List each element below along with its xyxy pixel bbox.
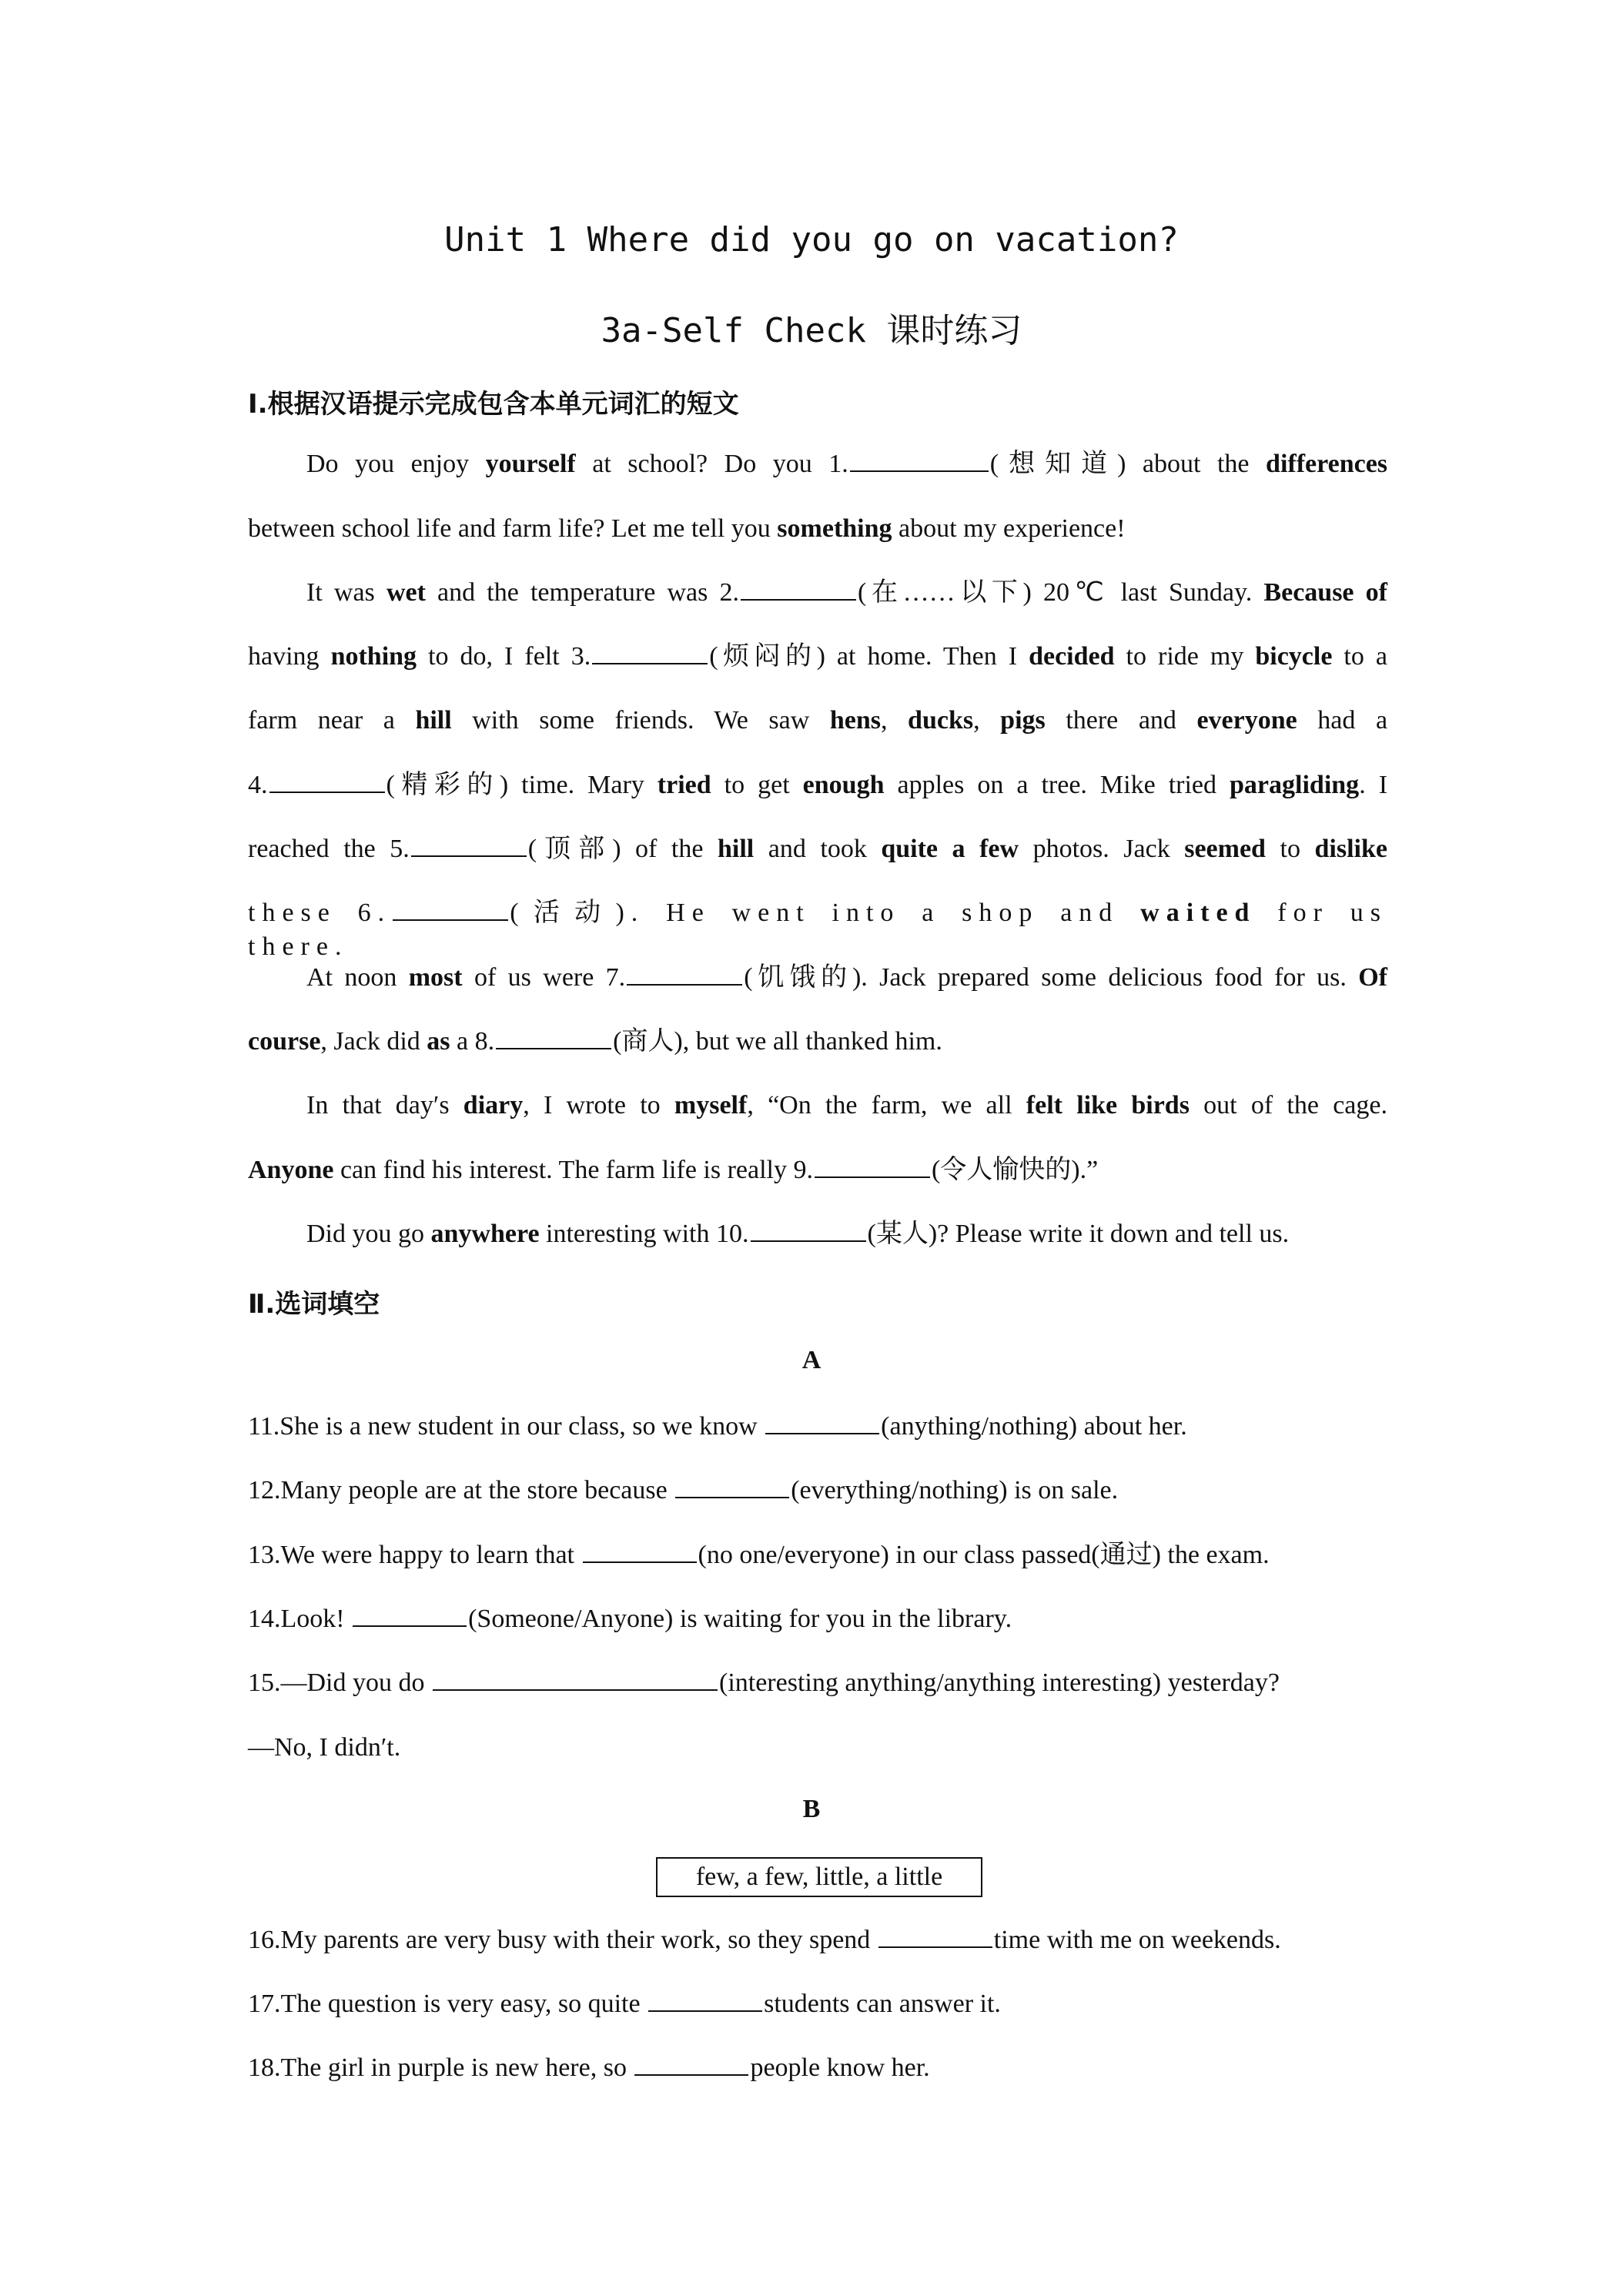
question-18: 18.The girl in purple is new here, so people know her. (248, 2051, 930, 2085)
passage-line-11: In that day′s diary, I wrote to myself, “On the farm, we all felt like birds out of the cage. (306, 1091, 1387, 1120)
passage-line-5: farm near a hill with some friends. We saw hens, ducks, pigs there and everyone had a (248, 706, 1388, 735)
blank-16[interactable] (878, 1923, 992, 1948)
passage-line-9: At noon most of us were 7. (饥饿的). Jack prepared some delicious food for us. Of (306, 961, 1387, 995)
passage-line-1: Do you enjoy yourself at school? Do you 1. (想知道) about the differences (306, 447, 1387, 481)
question-13: 13.We were happy to learn that (no one/everyone) in our class passed(通过) the exam. (248, 1538, 1270, 1572)
blank-3[interactable] (592, 640, 708, 664)
question-16: 16.My parents are very busy with their work, so they spend time with me on weekends. (248, 1923, 1281, 1957)
passage-line-3: It was wet and the temperature was 2. (在……以下) 20℃ last Sunday. Because of (306, 576, 1387, 610)
passage-line-10: course, Jack did as a 8. (商人), but we all thanked him. (248, 1025, 942, 1059)
question-15: 15.—Did you do (interesting anything/anything interesting) yesterday? (248, 1666, 1280, 1700)
blank-5[interactable] (411, 832, 527, 857)
blank-10[interactable] (751, 1217, 866, 1242)
question-17: 17.The question is very easy, so quite students can answer it. (248, 1987, 1001, 2021)
question-11: 11.She is a new student in our class, so we know (anything/nothing) about her. (248, 1410, 1187, 1444)
blank-7[interactable] (627, 961, 742, 986)
blank-18[interactable] (634, 2051, 748, 2076)
passage-line-4: having nothing to do, I felt 3. (烦闷的) at home. Then I decided to ride my bicycle to a (248, 640, 1387, 674)
blank-6[interactable] (393, 896, 508, 921)
blank-2[interactable] (741, 576, 856, 601)
blank-8[interactable] (496, 1025, 611, 1049)
question-15-answer: —No, I didn′t. (248, 1733, 401, 1762)
blank-15[interactable] (433, 1666, 718, 1691)
passage-line-7: reached the 5. (顶部) of the hill and took quite a few photos. Jack seemed to dislike (248, 832, 1387, 866)
blank-13[interactable] (583, 1538, 697, 1563)
page-title: Unit 1 Where did you go on vacation? (444, 220, 1179, 259)
word-box: few, a few, little, a little (656, 1857, 982, 1897)
section-2-heading: Ⅱ.选词填空 (248, 1289, 380, 1320)
blank-17[interactable] (648, 1987, 762, 2012)
passage-line-12: Anyone can find his interest. The farm life is really 9. (令人愉快的).” (248, 1153, 1098, 1187)
question-14: 14.Look! (Someone/Anyone) is waiting for you in the library. (248, 1602, 1012, 1636)
blank-14[interactable] (353, 1602, 467, 1627)
blank-12[interactable] (675, 1474, 789, 1498)
section-1-heading: Ⅰ.根据汉语提示完成包含本单元词汇的短文 (248, 389, 739, 420)
passage-line-2: between school life and farm life? Let me tell you something about my experience! (248, 514, 1126, 543)
page-subtitle: 3a-Self Check 课时练习 (601, 311, 1022, 350)
blank-11[interactable] (765, 1410, 879, 1434)
blank-1[interactable] (850, 447, 989, 472)
blank-9[interactable] (815, 1153, 930, 1178)
passage-line-8: these 6. (活动). He went into a shop and waited for us there. (248, 896, 1387, 964)
part-b-label: B (802, 1795, 821, 1823)
passage-line-13: Did you go anywhere interesting with 10. (某人)? Please write it down and tell us. (306, 1217, 1289, 1251)
part-a-label: A (801, 1346, 822, 1374)
passage-line-6: 4. (精彩的) time. Mary tried to get enough apples on a tree. Mike tried paragliding. I (248, 768, 1387, 802)
blank-4[interactable] (269, 768, 385, 793)
question-12: 12.Many people are at the store because (everything/nothing) is on sale. (248, 1474, 1118, 1508)
